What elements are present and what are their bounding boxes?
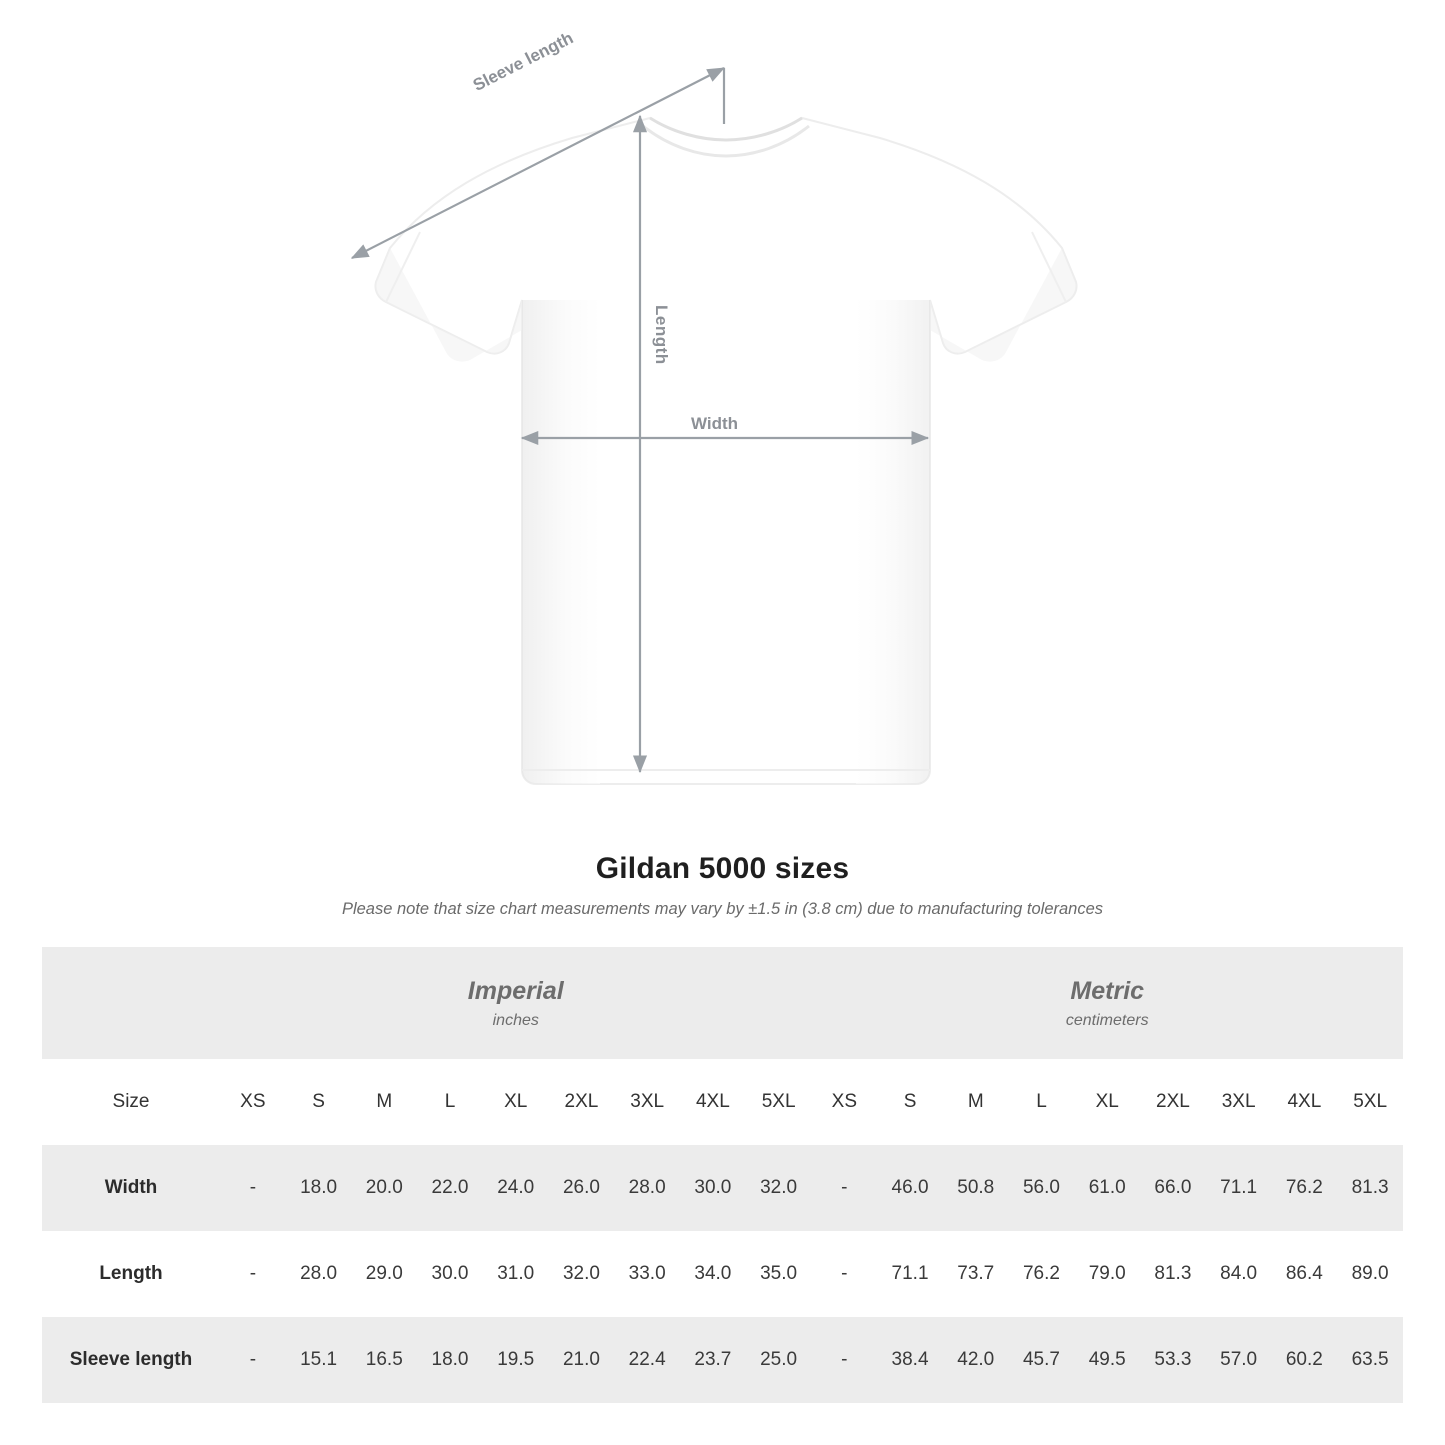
cell-length-metric-xl: 79.0 [1074, 1231, 1140, 1317]
cell-sleeve-metric-4xl: 60.2 [1272, 1317, 1338, 1403]
size-chart-table [42, 947, 1403, 1403]
cell-width-metric-4xl: 76.2 [1272, 1145, 1338, 1231]
cell-width-metric-l: 56.0 [1009, 1145, 1075, 1231]
cell-length-metric-2xl: 81.3 [1140, 1231, 1206, 1317]
cell-width-imperial-m: 20.0 [351, 1145, 417, 1231]
size-col-imperial-3xl: 3XL [614, 1059, 680, 1145]
cell-width-imperial-4xl: 30.0 [680, 1145, 746, 1231]
unit-metric-name: Metric [1070, 977, 1145, 1005]
row-label-length: Length [42, 1231, 220, 1317]
size-col-imperial-4xl: 4XL [680, 1059, 746, 1145]
cell-length-metric-5xl: 89.0 [1337, 1231, 1403, 1317]
cell-length-imperial-3xl: 33.0 [614, 1231, 680, 1317]
cell-length-imperial-4xl: 34.0 [680, 1231, 746, 1317]
cell-length-imperial-5xl: 35.0 [746, 1231, 812, 1317]
cell-width-imperial-l: 22.0 [417, 1145, 483, 1231]
cell-width-imperial-5xl: 32.0 [746, 1145, 812, 1231]
cell-sleeve-metric-5xl: 63.5 [1337, 1317, 1403, 1403]
cell-sleeve-imperial-4xl: 23.7 [680, 1317, 746, 1403]
cell-width-imperial-xs: - [220, 1145, 286, 1231]
cell-length-imperial-xs: - [220, 1231, 286, 1317]
cell-width-metric-3xl: 71.1 [1206, 1145, 1272, 1231]
size-col-metric-4xl: 4XL [1272, 1059, 1338, 1145]
size-col-imperial-2xl: 2XL [549, 1059, 615, 1145]
size-col-metric-3xl: 3XL [1206, 1059, 1272, 1145]
unit-imperial-sub: inches [492, 1012, 539, 1029]
size-header-label: Size [42, 1059, 220, 1145]
table-row-length [42, 1231, 1403, 1317]
cell-length-imperial-s: 28.0 [286, 1231, 352, 1317]
unit-metric-sub: centimeters [1065, 1012, 1149, 1029]
size-col-imperial-xl: XL [483, 1059, 549, 1145]
unit-imperial-name: Imperial [467, 977, 564, 1005]
cell-length-imperial-xl: 31.0 [483, 1231, 549, 1317]
cell-sleeve-metric-2xl: 53.3 [1140, 1317, 1206, 1403]
size-col-metric-m: M [943, 1059, 1009, 1145]
cell-sleeve-metric-s: 38.4 [877, 1317, 943, 1403]
table-row-sleeve-length [42, 1317, 1403, 1403]
cell-length-metric-l: 76.2 [1009, 1231, 1075, 1317]
size-col-imperial-m: M [351, 1059, 417, 1145]
cell-length-metric-m: 73.7 [943, 1231, 1009, 1317]
unit-header-spacer [42, 947, 220, 1059]
cell-length-metric-xs: - [811, 1231, 877, 1317]
size-col-imperial-5xl: 5XL [746, 1059, 812, 1145]
table-row-width [42, 1145, 1403, 1231]
size-col-metric-5xl: 5XL [1337, 1059, 1403, 1145]
unit-header-imperial [220, 947, 811, 1059]
unit-header-metric [811, 947, 1403, 1059]
cell-width-metric-s: 46.0 [877, 1145, 943, 1231]
size-col-metric-s: S [877, 1059, 943, 1145]
cell-sleeve-metric-m: 42.0 [943, 1317, 1009, 1403]
tshirt-shape [375, 118, 1076, 784]
size-col-metric-2xl: 2XL [1140, 1059, 1206, 1145]
cell-length-imperial-m: 29.0 [351, 1231, 417, 1317]
cell-width-metric-5xl: 81.3 [1337, 1145, 1403, 1231]
cell-sleeve-metric-l: 45.7 [1009, 1317, 1075, 1403]
cell-sleeve-imperial-xl: 19.5 [483, 1317, 549, 1403]
unit-header-row [42, 947, 1403, 1059]
cell-sleeve-imperial-5xl: 25.0 [746, 1317, 812, 1403]
cell-length-imperial-2xl: 32.0 [549, 1231, 615, 1317]
cell-sleeve-imperial-xs: - [220, 1317, 286, 1403]
row-label-sleeve-length: Sleeve length [42, 1317, 220, 1403]
cell-length-imperial-l: 30.0 [417, 1231, 483, 1317]
cell-width-imperial-s: 18.0 [286, 1145, 352, 1231]
length-label: Length [652, 305, 671, 365]
size-col-metric-l: L [1009, 1059, 1075, 1145]
tolerance-note: Please note that size chart measurements may vary by ±1.5 in (3.8 cm) due to manufacturing tolerances [341, 900, 1104, 918]
cell-width-imperial-2xl: 26.0 [549, 1145, 615, 1231]
cell-width-metric-xl: 61.0 [1074, 1145, 1140, 1231]
cell-length-metric-3xl: 84.0 [1206, 1231, 1272, 1317]
size-header-row [42, 1059, 1403, 1145]
size-col-metric-xl: XL [1074, 1059, 1140, 1145]
cell-width-imperial-xl: 24.0 [483, 1145, 549, 1231]
size-col-imperial-xs: XS [220, 1059, 286, 1145]
cell-sleeve-metric-xl: 49.5 [1074, 1317, 1140, 1403]
cell-sleeve-imperial-l: 18.0 [417, 1317, 483, 1403]
cell-sleeve-metric-3xl: 57.0 [1206, 1317, 1272, 1403]
size-col-imperial-s: S [286, 1059, 352, 1145]
cell-width-metric-m: 50.8 [943, 1145, 1009, 1231]
size-table-wrap [0, 947, 1445, 1403]
cell-width-metric-2xl: 66.0 [1140, 1145, 1206, 1231]
cell-sleeve-metric-xs: - [811, 1317, 877, 1403]
cell-sleeve-imperial-3xl: 22.4 [614, 1317, 680, 1403]
cell-length-metric-s: 71.1 [877, 1231, 943, 1317]
cell-length-metric-4xl: 86.4 [1272, 1231, 1338, 1317]
cell-width-imperial-3xl: 28.0 [614, 1145, 680, 1231]
cell-sleeve-imperial-s: 15.1 [286, 1317, 352, 1403]
page-title: Gildan 5000 sizes [595, 852, 850, 885]
width-label: Width [683, 414, 746, 434]
cell-width-metric-xs: - [811, 1145, 877, 1231]
size-col-metric-xs: XS [811, 1059, 877, 1145]
cell-sleeve-imperial-m: 16.5 [351, 1317, 417, 1403]
sleeve-length-label: Sleeve length [470, 28, 577, 95]
row-label-width: Width [42, 1145, 220, 1231]
size-col-imperial-l: L [417, 1059, 483, 1145]
cell-sleeve-imperial-2xl: 21.0 [549, 1317, 615, 1403]
